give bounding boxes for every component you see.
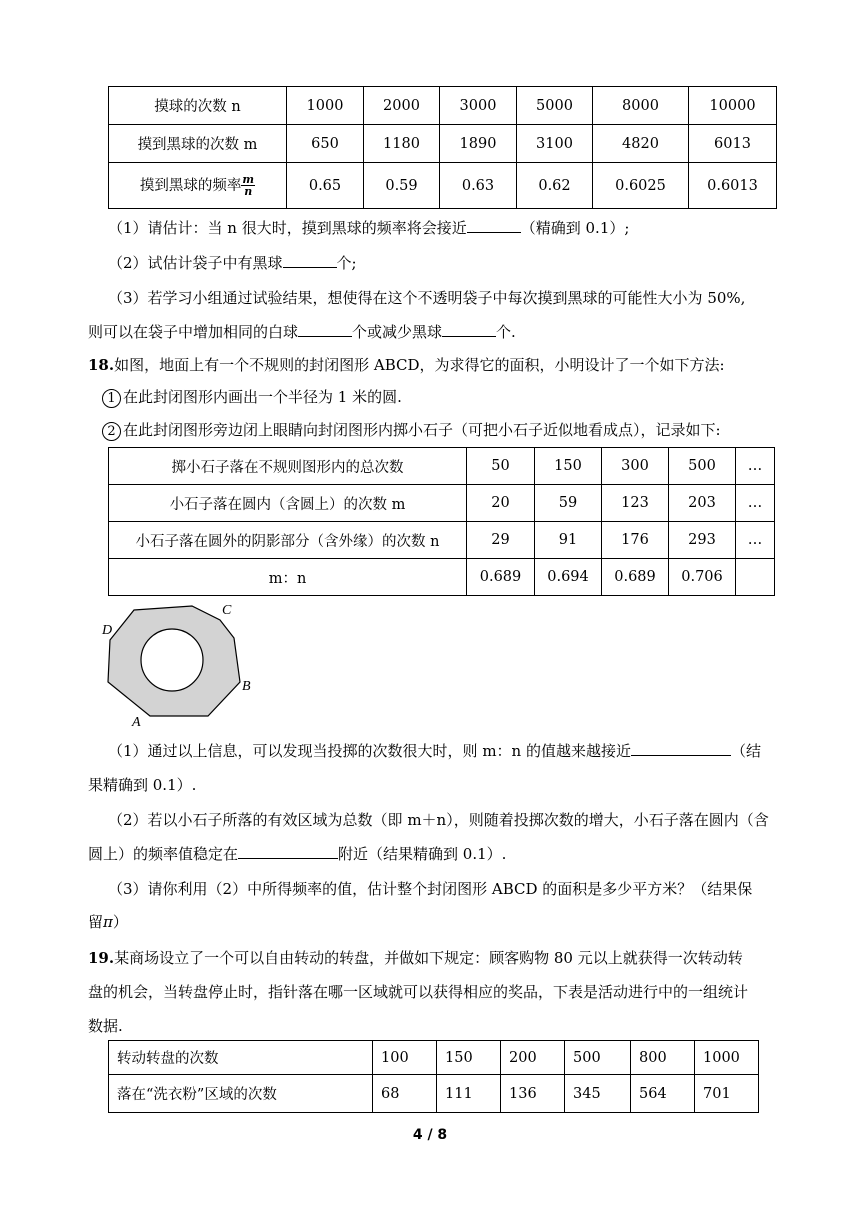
table-row bbox=[109, 1075, 759, 1113]
table-cell: 转动转盘的次数 bbox=[109, 1041, 373, 1075]
table-ball-experiment bbox=[108, 86, 777, 209]
q17-part3-tail: 个. bbox=[496, 323, 516, 341]
page-number: 4 / 8 bbox=[412, 1127, 448, 1143]
table-cell: 3000 bbox=[440, 87, 517, 125]
label-c: C bbox=[222, 603, 232, 618]
q18-stem bbox=[88, 355, 725, 375]
table-cell: 111 bbox=[437, 1075, 501, 1113]
q18-step2 bbox=[102, 420, 721, 441]
table-cell bbox=[109, 163, 287, 209]
table-cell: 摸到黑球的次数 m bbox=[109, 125, 287, 163]
q17-part1-tail: （精确到 0.1）; bbox=[520, 219, 630, 237]
table-cell: 0.6013 bbox=[689, 163, 777, 209]
table-cell: 200 bbox=[501, 1041, 565, 1075]
table-cell: 150 bbox=[535, 448, 602, 485]
table-cell: 500 bbox=[669, 448, 736, 485]
table-cell: 0.689 bbox=[602, 559, 669, 596]
table-cell: 小石子落在圆外的阴影部分（含外缘）的次数 n bbox=[109, 522, 467, 559]
q17-part1-text: （1）请估计：当 n 很大时，摸到黑球的频率将会接近 bbox=[108, 219, 467, 237]
q17-part2-text: （2）试估计袋子中有黑球 bbox=[108, 254, 283, 272]
answer-blank bbox=[467, 218, 521, 233]
table-cell: 564 bbox=[631, 1075, 695, 1113]
table-row bbox=[109, 163, 777, 209]
table-cell: 300 bbox=[602, 448, 669, 485]
table-row bbox=[109, 448, 775, 485]
inner-circle bbox=[141, 629, 203, 691]
q18-part1-text: （1）通过以上信息，可以发现当投掷的次数很大时，则 m：n 的值越来越接近 bbox=[108, 742, 631, 760]
table-cell: 500 bbox=[565, 1041, 631, 1075]
table-row bbox=[109, 522, 775, 559]
table-cell: 176 bbox=[602, 522, 669, 559]
q19-stem bbox=[88, 948, 743, 968]
table-cell: m：n bbox=[109, 559, 467, 596]
answer-blank bbox=[238, 844, 338, 859]
q17-part2-tail: 个; bbox=[336, 254, 357, 272]
q17-part3-cont bbox=[88, 322, 516, 342]
table-cell: 5000 bbox=[517, 87, 593, 125]
table-cell: 68 bbox=[373, 1075, 437, 1113]
table-cell: 203 bbox=[669, 485, 736, 522]
q17-part2 bbox=[108, 253, 357, 273]
q18-part3-cont bbox=[88, 912, 128, 932]
q19-stem-line3: 数据. bbox=[88, 1017, 123, 1035]
table-cell: 0.689 bbox=[467, 559, 535, 596]
table-cell: 2000 bbox=[364, 87, 440, 125]
table-row bbox=[109, 125, 777, 163]
table-cell: 123 bbox=[602, 485, 669, 522]
table-cell: 1000 bbox=[287, 87, 364, 125]
fraction-m-over-n bbox=[241, 174, 255, 197]
q18-part3: （3）请你利用（2）中所得频率的值，估计整个封闭图形 ABCD 的面积是多少平方米？（结果保 bbox=[108, 880, 753, 898]
table-cell: 8000 bbox=[593, 87, 689, 125]
q18-step2-text: 在此封闭图形旁边闭上眼睛向封闭图形内掷小石子（可把小石子近似地看成点），记录如下: bbox=[123, 421, 721, 439]
table-cell: 0.694 bbox=[535, 559, 602, 596]
figure-abcd bbox=[96, 598, 266, 730]
label-a: A bbox=[132, 715, 141, 730]
circled-number: 2 bbox=[102, 422, 121, 441]
table-cell: 701 bbox=[695, 1075, 759, 1113]
table-cell: 10000 bbox=[689, 87, 777, 125]
table-cell: 6013 bbox=[689, 125, 777, 163]
q19-stem-text: 某商场设立了一个可以自由转动的转盘，并做如下规定：顾客购物 80 元以上就获得一次转动转 bbox=[114, 949, 743, 967]
question-number: 18. bbox=[88, 356, 115, 374]
table-stone-throwing bbox=[108, 447, 775, 596]
q18-step1-text: 在此封闭图形内画出一个半径为 1 米的圆. bbox=[123, 388, 402, 406]
table-cell: 0.6025 bbox=[593, 163, 689, 209]
q18-part3-text: 留 bbox=[88, 913, 104, 931]
table-cell: 0.62 bbox=[517, 163, 593, 209]
q18-part2-text: 圆上）的频率值稳定在 bbox=[88, 845, 239, 863]
table-row bbox=[109, 559, 775, 596]
frequency-label: 摸到黑球的频率 bbox=[139, 177, 242, 194]
q18-part1-cont: 果精确到 0.1）. bbox=[88, 776, 197, 794]
table-cell: 293 bbox=[669, 522, 736, 559]
table-row bbox=[109, 87, 777, 125]
table-cell: 落在“洗衣粉”区域的次数 bbox=[109, 1075, 373, 1113]
q18-part1 bbox=[108, 741, 761, 761]
q19-stem-line2: 盘的机会，当转盘停止时，指针落在哪一区域就可以获得相应的奖品，下表是活动进行中的一组统计 bbox=[88, 983, 749, 1001]
table-cell: … bbox=[736, 522, 775, 559]
table-cell: 50 bbox=[467, 448, 535, 485]
table-cell bbox=[736, 559, 775, 596]
pi-symbol: π bbox=[103, 913, 113, 931]
label-d: D bbox=[102, 623, 113, 638]
label-b: B bbox=[242, 679, 251, 694]
table-cell: 100 bbox=[373, 1041, 437, 1075]
q17-part1 bbox=[108, 218, 629, 238]
table-row bbox=[109, 1041, 759, 1075]
q18-part2: （2）若以小石子所落的有效区域为总数（即 m＋n），则随着投掷次数的增大，小石子落在圆内（含 bbox=[108, 811, 769, 829]
table-cell: 0.706 bbox=[669, 559, 736, 596]
table-cell: 20 bbox=[467, 485, 535, 522]
table-cell: 0.63 bbox=[440, 163, 517, 209]
fraction-denominator: n bbox=[244, 185, 253, 199]
table-cell: 掷小石子落在不规则图形内的总次数 bbox=[109, 448, 467, 485]
table-cell: 0.65 bbox=[287, 163, 364, 209]
q17-part3: （3）若学习小组通过试验结果，想使得在这个不透明袋子中每次摸到黑球的可能性大小为 50%, bbox=[108, 289, 746, 307]
table-cell: 650 bbox=[287, 125, 364, 163]
table-cell: 1000 bbox=[695, 1041, 759, 1075]
table-spinner bbox=[108, 1040, 759, 1113]
table-cell: 1890 bbox=[440, 125, 517, 163]
table-cell: 800 bbox=[631, 1041, 695, 1075]
table-cell: … bbox=[736, 448, 775, 485]
table-cell: 小石子落在圆内（含圆上）的次数 m bbox=[109, 485, 467, 522]
table-cell: … bbox=[736, 485, 775, 522]
q18-stem-text: 如图，地面上有一个不规则的封闭图形 ABCD，为求得它的面积，小明设计了一个如下方法: bbox=[114, 356, 725, 374]
q18-part1-tail: （结 bbox=[730, 742, 761, 760]
table-cell: 59 bbox=[535, 485, 602, 522]
table-cell: 29 bbox=[467, 522, 535, 559]
table-cell: 136 bbox=[501, 1075, 565, 1113]
table-cell: 345 bbox=[565, 1075, 631, 1113]
q17-part3-mid: 个或减少黑球 bbox=[352, 323, 443, 341]
table-cell: 3100 bbox=[517, 125, 593, 163]
circled-number: 1 bbox=[102, 389, 121, 408]
fraction-numerator: m bbox=[242, 173, 255, 187]
table-cell: 4820 bbox=[593, 125, 689, 163]
table-row bbox=[109, 485, 775, 522]
answer-blank bbox=[283, 253, 337, 268]
table-cell: 1180 bbox=[364, 125, 440, 163]
answer-blank bbox=[631, 741, 731, 756]
table-cell: 91 bbox=[535, 522, 602, 559]
table-cell: 摸球的次数 n bbox=[109, 87, 287, 125]
q18-part2-tail: 附近（结果精确到 0.1）. bbox=[338, 845, 507, 863]
q17-part3-text: 则可以在袋子中增加相同的白球 bbox=[88, 323, 299, 341]
answer-blank bbox=[298, 322, 352, 337]
table-cell: 0.59 bbox=[364, 163, 440, 209]
q18-part3-tail: ） bbox=[112, 913, 128, 931]
answer-blank bbox=[442, 322, 496, 337]
q18-part2-cont bbox=[88, 844, 506, 864]
table-cell: 150 bbox=[437, 1041, 501, 1075]
q18-step1 bbox=[102, 387, 402, 408]
question-number: 19. bbox=[88, 949, 115, 967]
